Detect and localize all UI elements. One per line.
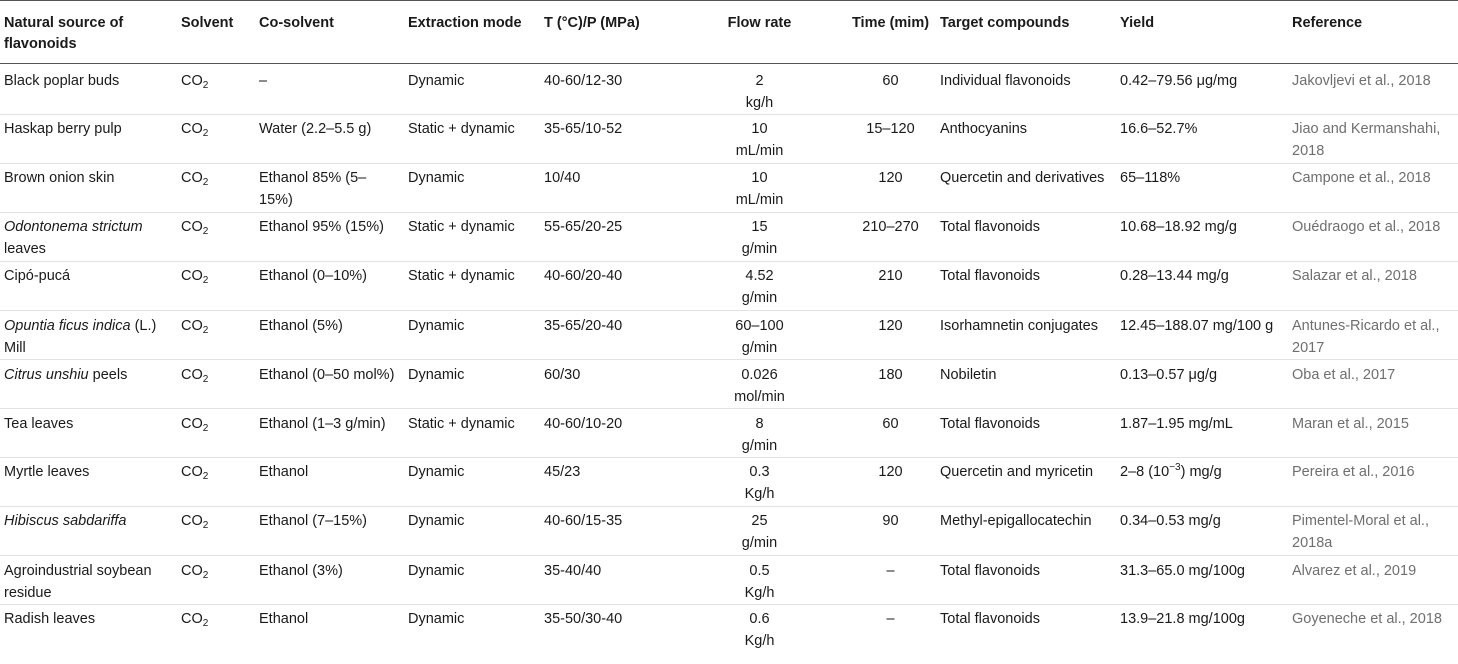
cell-solvent <box>177 360 255 409</box>
table-row <box>0 311 1458 360</box>
yield-value: 10.68–18.92 mg/g <box>1120 219 1237 235</box>
cell-yield <box>1116 213 1288 262</box>
cell-reference: Pimentel-Moral et al., 2018a <box>1288 507 1458 556</box>
cell-yield <box>1116 556 1288 605</box>
cell-flow-rate <box>674 605 845 653</box>
cell-cosolvent: Ethanol (1–3 g/min) <box>255 409 404 458</box>
cell-source <box>0 360 177 409</box>
cell-mode: Static + dynamic <box>404 262 540 311</box>
cell-cosolvent: Ethanol (3%) <box>255 556 404 605</box>
cell-cosolvent: Ethanol (0–50 mol%) <box>255 360 404 409</box>
cell-cosolvent: Ethanol (5%) <box>255 311 404 360</box>
solvent-base: CO <box>181 563 203 579</box>
flow-value: 4.52 <box>745 268 774 284</box>
flow-value: 60–100 <box>735 318 784 334</box>
table-body <box>0 64 1458 653</box>
cell-solvent <box>177 507 255 556</box>
table-row <box>0 64 1458 115</box>
table-row <box>0 213 1458 262</box>
cell-time: 120 <box>845 458 936 507</box>
yield-value: 16.6–52.7% <box>1120 121 1198 137</box>
cell-reference: Oba et al., 2017 <box>1288 360 1458 409</box>
solvent-base: CO <box>181 464 203 480</box>
flow-unit: g/min <box>741 438 778 454</box>
cell-yield <box>1116 605 1288 653</box>
flow-unit: g/min <box>741 340 778 356</box>
cell-target-compounds: Anthocyanins <box>936 115 1116 164</box>
cell-reference: Campone et al., 2018 <box>1288 164 1458 213</box>
cell-target-compounds: Nobiletin <box>936 360 1116 409</box>
yield-value: 12.45–188.07 mg/100 g <box>1120 318 1274 334</box>
cell-solvent <box>177 164 255 213</box>
source-italic: Hibiscus sabdariffa <box>4 513 127 529</box>
cell-source <box>0 507 177 556</box>
cell-time: – <box>845 556 936 605</box>
table-row <box>0 507 1458 556</box>
source-plain: Black poplar buds <box>4 73 120 89</box>
solvent-subscript: 2 <box>202 325 209 336</box>
solvent-base: CO <box>181 367 203 383</box>
cell-temperature-pressure: 35-50/30-40 <box>544 611 623 627</box>
cell-flow-rate <box>674 507 845 556</box>
cell-temperature-pressure: 40-60/10-20 <box>540 409 674 458</box>
cell-time: 180 <box>845 360 936 409</box>
flow-value: 0.5 <box>749 563 770 579</box>
cell-reference: Jiao and Kermanshahi, 2018 <box>1288 115 1458 164</box>
cell-source <box>0 115 177 164</box>
cell-yield <box>1116 409 1288 458</box>
solvent-subscript: 2 <box>202 177 209 188</box>
source-plain: Myrtle leaves <box>4 464 90 480</box>
cell-time: 120 <box>845 164 936 213</box>
flow-unit: g/min <box>741 290 778 306</box>
source-plain: Agroindustrial soybean residue <box>4 563 152 601</box>
solvent-subscript: 2 <box>202 275 209 286</box>
cell-target-compounds: Total flavonoids <box>936 262 1116 311</box>
cell-source <box>0 605 177 653</box>
yield-value: 0.28–13.44 mg/g <box>1120 268 1229 284</box>
solvent-base: CO <box>181 219 203 235</box>
cell-target-compounds: Isorhamnetin conjugates <box>936 311 1116 360</box>
cell-target-compounds: Total flavonoids <box>936 213 1116 262</box>
cell-temperature-pressure: 35-65/10-52 <box>540 115 674 164</box>
cell-time: 60 <box>845 64 936 115</box>
table-row <box>0 262 1458 311</box>
flow-unit: Kg/h <box>744 486 775 502</box>
flow-unit: mL/min <box>735 143 784 159</box>
cell-reference: Alvarez et al., 2019 <box>1288 556 1458 605</box>
flow-unit: g/min <box>741 241 778 257</box>
cell-mode: Static + dynamic <box>404 115 540 164</box>
cell-flow-rate <box>674 64 845 115</box>
cell-yield <box>1116 115 1288 164</box>
cell-mode: Static + dynamic <box>404 213 540 262</box>
cell-cosolvent: Ethanol (7–15%) <box>255 507 404 556</box>
cell-cosolvent: Ethanol (0–10%) <box>255 262 404 311</box>
solvent-base: CO <box>181 318 203 334</box>
source-italic: Citrus unshiu <box>4 367 89 383</box>
cell-temperature-pressure: 40-60/15-35 <box>540 507 674 556</box>
cell-mode: Dynamic <box>404 311 540 360</box>
table-row <box>0 605 1458 653</box>
cell-target-compounds: Total flavonoids <box>936 556 1116 605</box>
cell-reference: Goyeneche et al., 2018 <box>1292 611 1442 627</box>
table-row <box>0 458 1458 507</box>
cell-mode: Dynamic <box>404 507 540 556</box>
cell-cosolvent: Ethanol 95% (15%) <box>255 213 404 262</box>
header-reference: Reference <box>1288 1 1458 64</box>
cell-flow-rate <box>674 213 845 262</box>
cell-cosolvent: Ethanol <box>255 458 404 507</box>
solvent-subscript: 2 <box>202 471 209 482</box>
cell-temperature-pressure: 55-65/20-25 <box>540 213 674 262</box>
cell-target-compounds: Quercetin and derivatives <box>936 164 1116 213</box>
source-plain: leaves <box>4 241 46 257</box>
cell-cosolvent: Water (2.2–5.5 g) <box>255 115 404 164</box>
source-italic: Odontonema strictum <box>4 219 143 235</box>
flow-value: 10 <box>751 121 768 137</box>
cell-source <box>0 311 177 360</box>
cell-solvent <box>177 115 255 164</box>
yield-value: 0.13–0.57 μg/g <box>1120 367 1218 383</box>
cell-reference: Antunes-Ricardo et al., 2017 <box>1288 311 1458 360</box>
flow-value: 10 <box>751 170 768 186</box>
header-time: Time (mim) <box>845 1 936 64</box>
cell-target-compounds: Individual flavonoids <box>936 64 1116 115</box>
cell-reference: Pereira et al., 2016 <box>1288 458 1458 507</box>
cell-flow-rate <box>674 556 845 605</box>
cell-flow-rate <box>674 360 845 409</box>
flow-unit: Kg/h <box>744 585 775 601</box>
header-source: Natural source of flavonoids <box>0 1 177 64</box>
flow-value: 15 <box>751 219 768 235</box>
cell-temperature-pressure: 40-60/12-30 <box>540 64 674 115</box>
cell-target-compounds: Methyl-epigallocatechin <box>936 507 1116 556</box>
solvent-subscript: 2 <box>202 618 209 629</box>
cell-temperature-pressure: 35-40/40 <box>540 556 674 605</box>
header-flow-rate: Flow rate <box>674 1 845 64</box>
solvent-base: CO <box>181 416 203 432</box>
cell-flow-rate <box>674 409 845 458</box>
cell-solvent <box>177 409 255 458</box>
header-target-compounds: Target compounds <box>936 1 1116 64</box>
cell-solvent <box>177 605 255 653</box>
yield-value: 0.42–79.56 μg/mg <box>1120 73 1238 89</box>
cell-source <box>0 213 177 262</box>
table-row <box>0 360 1458 409</box>
cell-target-compounds: Total flavonoids <box>936 409 1116 458</box>
cell-temperature-pressure: 60/30 <box>540 360 674 409</box>
cell-temperature-pressure: 45/23 <box>540 458 674 507</box>
cell-mode: Dynamic <box>404 164 540 213</box>
header-yield: Yield <box>1116 1 1288 64</box>
yield-value: 1.87–1.95 mg/mL <box>1120 416 1233 432</box>
flow-value: 8 <box>755 416 764 432</box>
cell-solvent <box>177 458 255 507</box>
solvent-subscript: 2 <box>202 226 209 237</box>
solvent-subscript: 2 <box>202 374 209 385</box>
source-plain: (L.) Mill <box>4 318 157 356</box>
table-row <box>0 409 1458 458</box>
flow-unit: mol/min <box>734 389 785 405</box>
cell-time: 60 <box>845 409 936 458</box>
table-row <box>0 115 1458 164</box>
cell-yield <box>1116 64 1288 115</box>
source-plain: Tea leaves <box>4 416 74 432</box>
cell-solvent <box>177 213 255 262</box>
header-mode: Extraction mode <box>404 1 540 64</box>
cell-reference: Salazar et al., 2018 <box>1288 262 1458 311</box>
cell-mode: Dynamic <box>404 64 540 115</box>
cell-time: 210–270 <box>845 213 936 262</box>
solvent-base: CO <box>181 73 203 89</box>
source-plain: Brown onion skin <box>4 170 115 186</box>
cell-temperature-pressure: 35-65/20-40 <box>540 311 674 360</box>
header-cosolvent: Co-solvent <box>255 1 404 64</box>
header-solvent: Solvent <box>177 1 255 64</box>
solvent-subscript: 2 <box>202 128 209 139</box>
solvent-subscript: 2 <box>202 570 209 581</box>
cell-temperature-pressure: 10/40 <box>540 164 674 213</box>
cell-cosolvent: Ethanol 85% (5–15%) <box>255 164 404 213</box>
cell-flow-rate <box>674 164 845 213</box>
cell-flow-rate <box>674 115 845 164</box>
table-row <box>0 164 1458 213</box>
flow-unit: Kg/h <box>744 633 775 649</box>
cell-source <box>0 64 177 115</box>
source-plain: Radish leaves <box>4 611 96 627</box>
table-row <box>0 556 1458 605</box>
cell-mode: Dynamic <box>404 360 540 409</box>
flow-value: 0.3 <box>749 464 770 480</box>
flow-value: 0.026 <box>741 367 778 383</box>
yield-value: 2–8 (10 <box>1120 464 1170 480</box>
yield-value: 0.34–0.53 mg/g <box>1120 513 1221 529</box>
source-italic: Opuntia ficus indica <box>4 318 131 334</box>
cell-target-compounds: Quercetin and myricetin <box>936 458 1116 507</box>
flow-value: 25 <box>751 513 768 529</box>
cell-yield <box>1116 360 1288 409</box>
header-row <box>0 1 1458 64</box>
cell-source <box>0 262 177 311</box>
cell-source <box>0 164 177 213</box>
cell-yield <box>1116 458 1288 507</box>
cell-cosolvent: Ethanol <box>259 611 309 627</box>
cell-solvent <box>177 556 255 605</box>
cell-yield <box>1116 507 1288 556</box>
cell-time: 210 <box>845 262 936 311</box>
cell-time: – <box>886 611 895 627</box>
cell-yield <box>1116 311 1288 360</box>
cell-flow-rate <box>674 311 845 360</box>
yield-superscript: −3 <box>1169 462 1181 473</box>
yield-tail: ) mg/g <box>1180 464 1222 480</box>
cell-source <box>0 409 177 458</box>
cell-time: 15–120 <box>845 115 936 164</box>
cell-flow-rate <box>674 458 845 507</box>
solvent-base: CO <box>181 513 203 529</box>
source-plain: peels <box>88 367 128 383</box>
cell-source <box>0 556 177 605</box>
source-plain: Cipó-pucá <box>4 268 71 284</box>
yield-value: 13.9–21.8 mg/100g <box>1120 611 1245 627</box>
cell-temperature-pressure: 40-60/20-40 <box>540 262 674 311</box>
cell-time: 120 <box>845 311 936 360</box>
solvent-base: CO <box>181 611 203 627</box>
solvent-base: CO <box>181 170 203 186</box>
solvent-subscript: 2 <box>202 520 209 531</box>
flow-unit: mL/min <box>735 192 784 208</box>
cell-reference: Ouédraogo et al., 2018 <box>1288 213 1458 262</box>
solvent-subscript: 2 <box>202 80 209 91</box>
flow-unit: g/min <box>741 535 778 551</box>
flow-unit: kg/h <box>745 95 774 111</box>
cell-solvent <box>177 64 255 115</box>
cell-yield <box>1116 164 1288 213</box>
cell-source <box>0 458 177 507</box>
cell-solvent <box>177 311 255 360</box>
solvent-base: CO <box>181 268 203 284</box>
yield-value: 65–118% <box>1120 170 1181 186</box>
cell-solvent <box>177 262 255 311</box>
header-temperature-pressure: T (°C)/P (MPa) <box>540 1 674 64</box>
cell-reference: Jakovljevi et al., 2018 <box>1288 64 1458 115</box>
flow-value: 2 <box>755 73 764 89</box>
cell-flow-rate <box>674 262 845 311</box>
flow-value: 0.6 <box>749 611 770 627</box>
cell-target-compounds: Total flavonoids <box>940 611 1040 627</box>
cell-reference: Maran et al., 2015 <box>1288 409 1458 458</box>
solvent-subscript: 2 <box>202 423 209 434</box>
cell-mode: Dynamic <box>404 556 540 605</box>
source-plain: Haskap berry pulp <box>4 121 122 137</box>
cell-cosolvent: – <box>255 64 404 115</box>
yield-value: 31.3–65.0 mg/100g <box>1120 563 1245 579</box>
solvent-base: CO <box>181 121 203 137</box>
cell-mode: Dynamic <box>404 458 540 507</box>
cell-yield <box>1116 262 1288 311</box>
cell-time: 90 <box>845 507 936 556</box>
cell-mode: Static + dynamic <box>404 409 540 458</box>
cell-mode: Dynamic <box>408 611 465 627</box>
